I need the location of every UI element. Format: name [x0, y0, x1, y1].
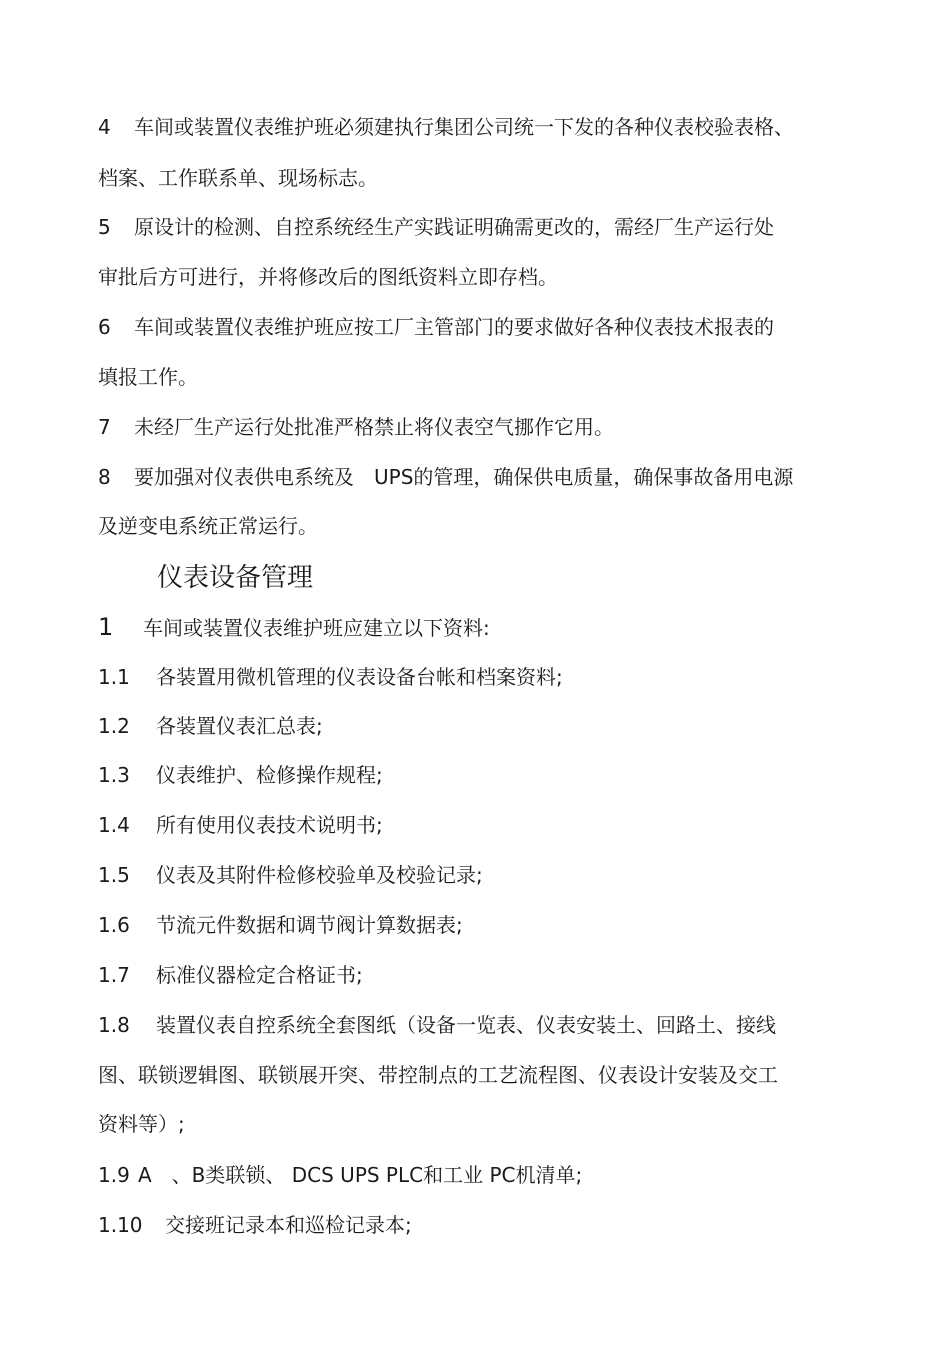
subitem-number: 1.2 [98, 714, 130, 738]
section-heading: 仪表设备管理 [157, 563, 314, 593]
subitem-1-8-line-1 [98, 1012, 776, 1038]
subitem-1-2 [98, 713, 323, 739]
item-text: 车间或装置仪表维护班必须建执行集团公司统一下发的各种仪表校验表格、 [134, 115, 794, 139]
item-text: 要加强对仪表供电系统及 UPS的管理，确保供电质量，确保事故备用电源 [134, 465, 794, 489]
item-5-line-1 [98, 214, 774, 240]
item-8-line-1 [98, 464, 793, 490]
subitem-text: 标准仪器检定合格证书; [156, 963, 363, 987]
item-5-line-2 [98, 264, 558, 290]
subitem-1-3 [98, 762, 383, 788]
item-number: 7 [98, 415, 111, 439]
subitem-1-10 [98, 1212, 412, 1238]
subitem-number: 1.6 [98, 913, 130, 937]
item-6-line-1 [98, 314, 774, 340]
subitem-1-5 [98, 862, 483, 888]
subitem-text: 资料等）; [98, 1112, 185, 1136]
subitem-text: 仪表及其附件检修校验单及校验记录; [156, 863, 483, 887]
subitem-number: 1.1 [98, 665, 130, 689]
subitem-1-8-line-2 [98, 1062, 778, 1088]
subitem-number: 1.8 [98, 1013, 130, 1037]
subitem-text: 装置仪表自控系统全套图纸（设备一览表、仪表安装土、回路土、接线 [156, 1013, 776, 1037]
item-text: 档案、工作联系单、现场标志。 [98, 166, 378, 190]
item-text: 原设计的检测、自控系统经生产实践证明确需更改的，需经厂生产运行处 [134, 215, 774, 239]
subitem-number: 1.10 [98, 1213, 143, 1237]
item-8-line-2 [98, 513, 318, 539]
section-1-line [98, 614, 490, 641]
item-6-line-2 [98, 364, 198, 390]
subitem-text: 各装置用微机管理的仪表设备台帐和档案资料; [156, 665, 563, 689]
item-number: 5 [98, 215, 111, 239]
item-text: 车间或装置仪表维护班应按工厂主管部门的要求做好各种仪表技术报表的 [134, 315, 774, 339]
subitem-number: 1.5 [98, 863, 130, 887]
subitem-1-1 [98, 664, 563, 690]
subitem-text: 所有使用仪表技术说明书; [156, 813, 383, 837]
item-text: 填报工作。 [98, 365, 198, 389]
item-4-line-2 [98, 165, 378, 191]
subitem-text: 各装置仪表汇总表; [156, 714, 323, 738]
subitem-number: 1.9 [98, 1163, 130, 1187]
section-text: 车间或装置仪表维护班应建立以下资料: [143, 616, 490, 640]
item-number: 6 [98, 315, 111, 339]
subitem-text: 图、联锁逻辑图、联锁展开突、带控制点的工艺流程图、仪表设计安装及交工 [98, 1063, 778, 1087]
subitem-1-7 [98, 962, 363, 988]
subitem-text: 交接班记录本和巡检记录本; [165, 1213, 412, 1237]
subitem-text: 节流元件数据和调节阀计算数据表; [156, 913, 463, 937]
item-7-line-1 [98, 414, 614, 440]
subitem-1-9 [98, 1162, 582, 1188]
item-text: 审批后方可进行，并将修改后的图纸资料立即存档。 [98, 265, 558, 289]
item-4-line-1 [98, 114, 794, 140]
subitem-1-4 [98, 812, 383, 838]
item-text: 未经厂生产运行处批准严格禁止将仪表空气挪作它用。 [134, 415, 614, 439]
subitem-1-6 [98, 912, 463, 938]
subitem-text: A 、B类联锁、 DCS UPS PLC和工业 PC机清单; [138, 1163, 583, 1187]
subitem-number: 1.7 [98, 963, 130, 987]
subitem-number: 1.4 [98, 813, 130, 837]
section-number: 1 [98, 613, 114, 641]
item-text: 及逆变电系统正常运行。 [98, 514, 318, 538]
subitem-text: 仪表维护、检修操作规程; [156, 763, 383, 787]
item-number: 8 [98, 465, 111, 489]
subitem-number: 1.3 [98, 763, 130, 787]
subitem-1-8-line-3 [98, 1111, 185, 1137]
item-number: 4 [98, 115, 111, 139]
